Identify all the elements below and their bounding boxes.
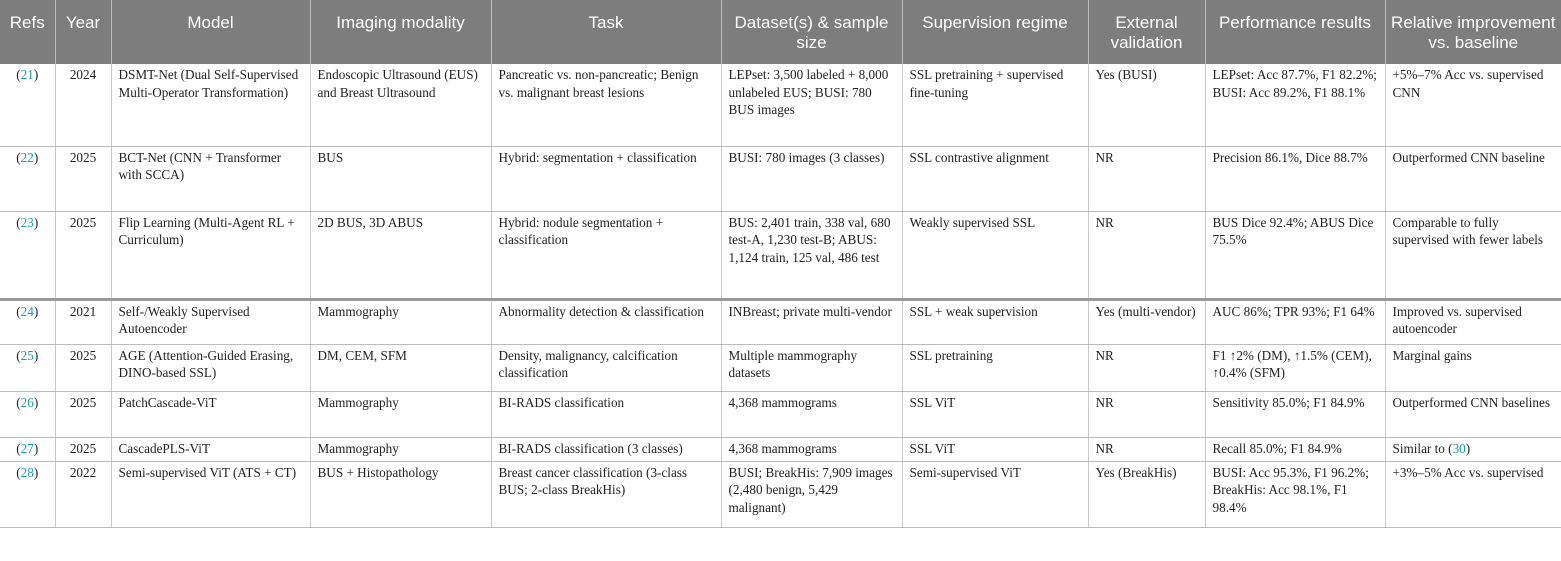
dataset-cell: BUS: 2,401 train, 338 val, 680 test-A, 1,230 test-B; ABUS: 1,124 train, 125 val, 486 test [721,211,902,299]
year-cell: 2025 [55,211,111,299]
ref-cell: (21) [0,64,55,146]
external-cell: NR [1088,437,1205,461]
improvement-cell [1385,437,1561,461]
ref-link[interactable]: 21 [20,67,34,82]
model-cell: BCT-Net (CNN + Transformer with SCCA) [111,146,310,211]
year-cell: 2025 [55,437,111,461]
ref-link[interactable]: 22 [20,149,34,165]
external-cell: NR [1088,146,1205,211]
performance-cell: Sensitivity 85.0%; F1 84.9% [1205,391,1385,437]
ref-cell: (27) [0,437,55,461]
modality-cell: Endoscopic Ultrasound (EUS) and Breast Ultrasound [310,64,491,146]
supervision-cell: SSL contrastive alignment [902,146,1088,211]
header-row [0,0,1561,64]
improvement-cell: +5%–7% Acc vs. supervised CNN [1385,64,1561,146]
table-row [0,344,1561,391]
year-cell: 2024 [55,64,111,146]
performance-cell: F1 ↑2% (DM), ↑1.5% (CEM), ↑0.4% (SFM) [1205,344,1385,391]
header-external-validation: External validation [1088,0,1205,64]
ref-cell: (23) [0,211,55,299]
header-refs: Refs [0,0,55,64]
model-cell: Flip Learning (Multi-Agent RL + Curriculum) [111,211,310,299]
modality-cell: Mammography [310,299,491,344]
external-cell: NR [1088,391,1205,437]
header-model: Model [111,0,310,64]
improvement-cell: +3%–5% Acc vs. supervised [1385,461,1561,527]
improvement-cell: Comparable to fully supervised with fewer labels [1385,211,1561,299]
improvement-cell: Improved vs. supervised autoencoder [1385,299,1561,344]
modality-cell: BUS [310,146,491,211]
supervision-cell: SSL ViT [902,391,1088,437]
task-cell: BI-RADS classification (3 classes) [491,437,721,461]
ref-link[interactable]: 30 [1452,440,1466,456]
improvement-cell: Outperformed CNN baseline [1385,146,1561,211]
year-cell: 2025 [55,344,111,391]
table-row [0,146,1561,211]
model-cell: Self-/Weakly Supervised Autoencoder [111,299,310,344]
ref-link[interactable]: 25 [20,347,34,363]
header-year: Year [55,0,111,64]
performance-cell: LEPset: Acc 87.7%, F1 82.2%; BUSI: Acc 89.2%, F1 88.1% [1205,64,1385,146]
table-row [0,461,1561,527]
table-row [0,299,1561,344]
improvement-cell: Marginal gains [1385,344,1561,391]
year-cell: 2021 [55,299,111,344]
year-cell: 2022 [55,461,111,527]
supervision-cell: SSL ViT [902,437,1088,461]
performance-cell: Precision 86.1%, Dice 88.7% [1205,146,1385,211]
table-row [0,437,1561,461]
ref-cell: (25) [0,344,55,391]
dataset-cell: INBreast; private multi-vendor [721,299,902,344]
supervision-cell: SSL + weak supervision [902,299,1088,344]
supervision-cell: Weakly supervised SSL [902,211,1088,299]
dataset-cell: BUSI; BreakHis: 7,909 images (2,480 benign, 5,429 malignant) [721,461,902,527]
external-cell: Yes (BreakHis) [1088,461,1205,527]
dataset-cell: 4,368 mammograms [721,391,902,437]
supervision-cell: SSL pretraining [902,344,1088,391]
year-cell: 2025 [55,391,111,437]
task-cell: Density, malignancy, calcification classification [491,344,721,391]
table-row [0,211,1561,299]
ref-link[interactable]: 24 [20,303,34,319]
header-supervision: Supervision regime [902,0,1088,64]
header-performance: Performance results [1205,0,1385,64]
external-cell: NR [1088,344,1205,391]
dataset-cell: 4,368 mammograms [721,437,902,461]
modality-cell: BUS + Histopathology [310,461,491,527]
task-cell: Hybrid: segmentation + classification [491,146,721,211]
ref-link[interactable]: 23 [20,214,34,230]
dataset-cell: Multiple mammography datasets [721,344,902,391]
performance-cell: AUC 86%; TPR 93%; F1 64% [1205,299,1385,344]
performance-cell: BUSI: Acc 95.3%, F1 96.2%; BreakHis: Acc 98.1%, F1 98.4% [1205,461,1385,527]
task-cell: BI-RADS classification [491,391,721,437]
ref-link[interactable]: 27 [20,440,34,456]
ref-link[interactable]: 28 [20,464,34,480]
header-imaging-modality: Imaging modality [310,0,491,64]
model-cell: AGE (Attention-Guided Erasing, DINO-based SSL) [111,344,310,391]
task-cell: Breast cancer classification (3-class BUS; 2-class BreakHis) [491,461,721,527]
header-dataset: Dataset(s) & sample size [721,0,902,64]
table-row [0,391,1561,437]
improvement-prefix: Similar to ( [1392,440,1453,456]
performance-cell: BUS Dice 92.4%; ABUS Dice 75.5% [1205,211,1385,299]
header-task: Task [491,0,721,64]
external-cell: Yes (multi-vendor) [1088,299,1205,344]
model-cell: DSMT-Net (Dual Self-Supervised Multi-Operator Transformation) [111,64,310,146]
ref-cell: (22) [0,146,55,211]
external-cell: Yes (BUSI) [1088,64,1205,146]
supervision-cell: Semi-supervised ViT [902,461,1088,527]
table-row [0,64,1561,146]
year-cell: 2025 [55,146,111,211]
dataset-cell: BUSI: 780 images (3 classes) [721,146,902,211]
improvement-cell: Outperformed CNN baselines [1385,391,1561,437]
model-cell: Semi-supervised ViT (ATS + CT) [111,461,310,527]
ref-link[interactable]: 26 [20,394,34,410]
supervision-cell: SSL pretraining + supervised fine-tuning [902,64,1088,146]
improvement-suffix: ) [1465,440,1471,456]
modality-cell: 2D BUS, 3D ABUS [310,211,491,299]
task-cell: Hybrid: nodule segmentation + classification [491,211,721,299]
dataset-cell: LEPset: 3,500 labeled + 8,000 unlabeled EUS; BUSI: 780 BUS images [721,64,902,146]
header-improvement: Relative improvement vs. baseline [1385,0,1561,64]
modality-cell: Mammography [310,437,491,461]
modality-cell: Mammography [310,391,491,437]
ref-cell: (28) [0,461,55,527]
model-cell: PatchCascade-ViT [111,391,310,437]
model-cell: CascadePLS-ViT [111,437,310,461]
ref-cell: (26) [0,391,55,437]
task-cell: Abnormality detection & classification [491,299,721,344]
modality-cell: DM, CEM, SFM [310,344,491,391]
ref-cell: (24) [0,299,55,344]
external-cell: NR [1088,211,1205,299]
performance-cell: Recall 85.0%; F1 84.9% [1205,437,1385,461]
task-cell: Pancreatic vs. non-pancreatic; Benign vs. malignant breast lesions [491,64,721,146]
